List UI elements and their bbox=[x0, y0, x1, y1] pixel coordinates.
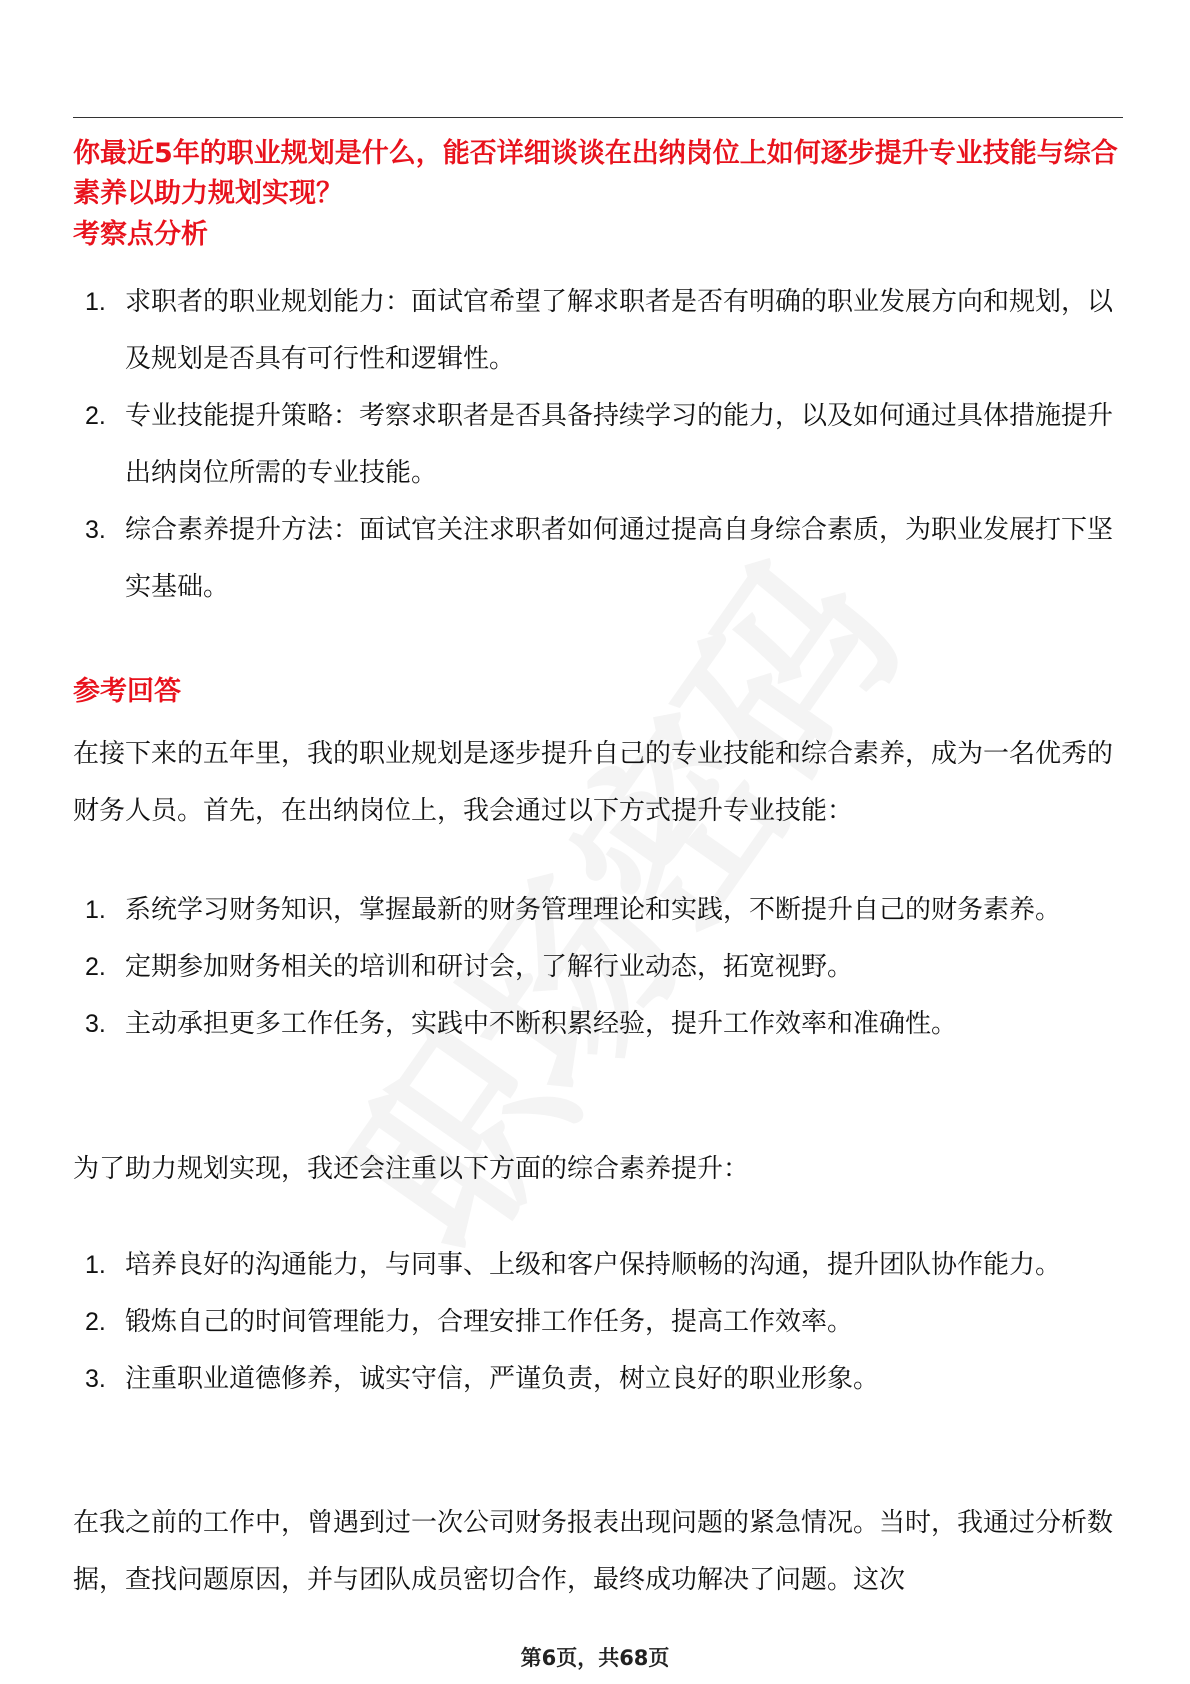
list-item-text: 锻炼自己的时间管理能力，合理安排工作任务，提高工作效率。 bbox=[125, 1307, 854, 1337]
list-number: 2. bbox=[85, 1308, 106, 1336]
list-number: 1. bbox=[85, 1251, 106, 1279]
list-item bbox=[73, 996, 1123, 1053]
list-item bbox=[73, 274, 1123, 388]
answer-intro: 在接下来的五年里，我的职业规划是逐步提升自己的专业技能和综合素养，成为一名优秀的财务人员。首先，在出纳岗位上，我会通过以下方式提升专业技能： bbox=[73, 739, 1114, 826]
analysis-heading: 考察点分析 bbox=[73, 219, 208, 250]
header-rule bbox=[73, 117, 1123, 118]
list-item bbox=[73, 882, 1123, 939]
skills-list bbox=[73, 882, 1123, 1053]
answer-heading: 参考回答 bbox=[73, 676, 181, 707]
qualities-list bbox=[73, 1237, 1123, 1408]
list-item bbox=[73, 1237, 1123, 1294]
list-item bbox=[73, 502, 1123, 616]
list-item-text: 专业技能提升策略：考察求职者是否具备持续学习的能力，以及如何通过具体措施提升出纳岗位所需的专业技能。 bbox=[125, 401, 1114, 488]
question-title: 你最近5年的职业规划是什么，能否详细谈谈在出纳岗位上如何逐步提升专业技能与综合素养以助力规划实现？ bbox=[73, 138, 1118, 209]
list-item-text: 培养良好的沟通能力，与同事、上级和客户保持顺畅的沟通，提升团队协作能力。 bbox=[125, 1250, 1062, 1280]
list-item bbox=[73, 388, 1123, 502]
list-item-text: 定期参加财务相关的培训和研讨会，了解行业动态，拓宽视野。 bbox=[125, 952, 854, 982]
list-number: 3. bbox=[85, 1365, 106, 1393]
list-number: 1. bbox=[85, 896, 106, 924]
list-item bbox=[73, 1351, 1123, 1408]
answer-middle: 为了助力规划实现，我还会注重以下方面的综合素养提升： bbox=[73, 1154, 750, 1184]
list-item-text: 综合素养提升方法：面试官关注求职者如何通过提高自身综合素质，为职业发展打下坚实基础。 bbox=[125, 515, 1114, 602]
list-item bbox=[73, 1294, 1123, 1351]
list-number: 1. bbox=[85, 288, 106, 316]
list-item-text: 注重职业道德修养，诚实守信，严谨负责，树立良好的职业形象。 bbox=[125, 1364, 880, 1394]
list-item bbox=[73, 939, 1123, 996]
list-number: 3. bbox=[85, 516, 106, 544]
list-number: 3. bbox=[85, 1010, 106, 1038]
page-footer: 第6页，共68页 bbox=[520, 1646, 670, 1670]
list-item-text: 求职者的职业规划能力：面试官希望了解求职者是否有明确的职业发展方向和规划，以及规划是否具有可行性和逻辑性。 bbox=[125, 287, 1114, 374]
list-item-text: 主动承担更多工作任务，实践中不断积累经验，提升工作效率和准确性。 bbox=[125, 1009, 958, 1039]
answer-closing: 在我之前的工作中，曾遇到过一次公司财务报表出现问题的紧急情况。当时，我通过分析数据，查找问题原因，并与团队成员密切合作，最终成功解决了问题。这次 bbox=[73, 1508, 1114, 1595]
analysis-list bbox=[73, 274, 1123, 616]
list-item-text: 系统学习财务知识，掌握最新的财务管理理论和实践，不断提升自己的财务素养。 bbox=[125, 895, 1062, 925]
list-number: 2. bbox=[85, 953, 106, 981]
list-number: 2. bbox=[85, 402, 106, 430]
